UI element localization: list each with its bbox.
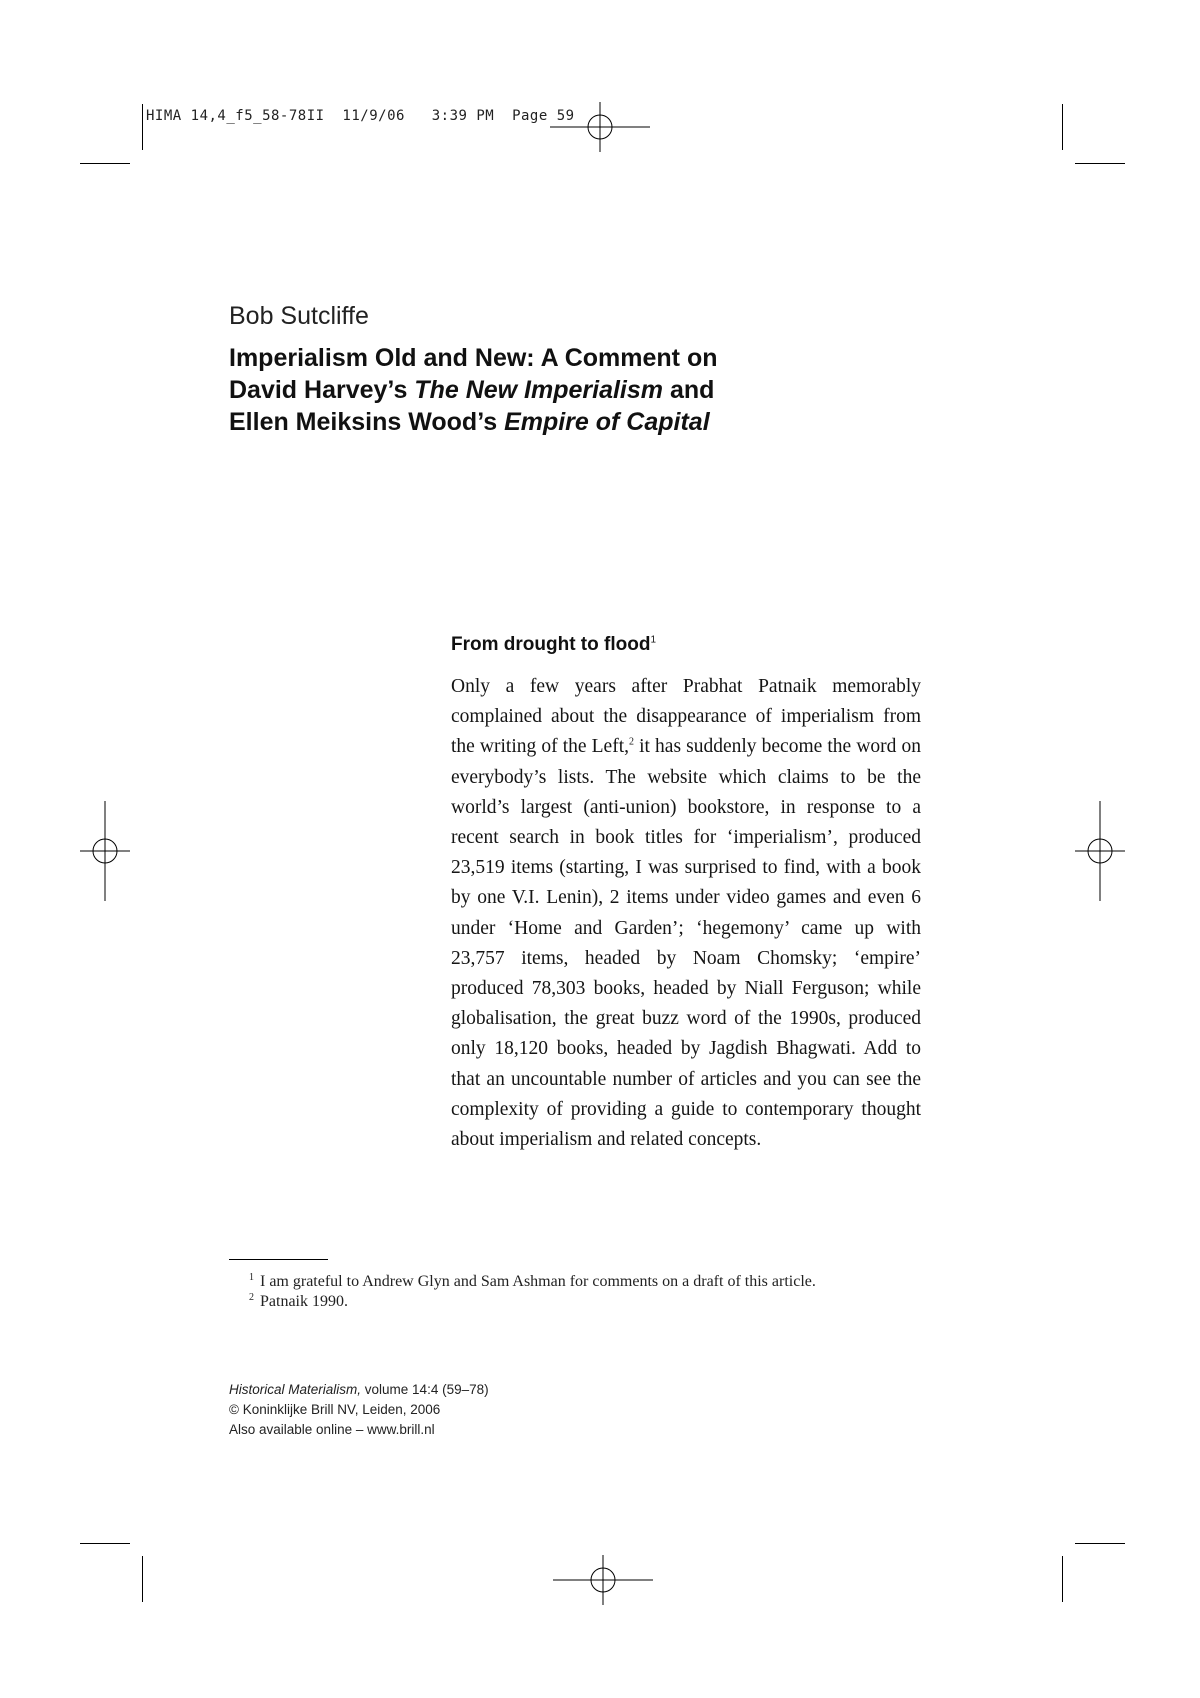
footnote-ref-2[interactable]: 2 <box>629 736 634 748</box>
footnote-2 <box>229 1292 921 1312</box>
registration-mark-left-icon <box>80 801 130 901</box>
crop-mark-bottom-right-horizontal <box>1075 1543 1125 1544</box>
journal-volume: volume 14:4 (59–78) <box>361 1382 489 1397</box>
crop-mark-bottom-right-vertical <box>1062 1556 1063 1602</box>
footnotes <box>229 1272 921 1312</box>
title-book-harvey: The New Imperialism <box>414 376 663 404</box>
body-text-part-2: it has suddenly become the word on everybody’s lists. The website which claims to be the world’s largest (anti-union) bookstore, in response to a recent search in book titles for ‘imperialism’, produced 23,519 items (starting, I was surprised to find, with a book by one V.I. Lenin), 2 items under video games and even 6 under ‘Home and Garden’; ‘hegemony’ came up with 23,757 items, headed by Noam Chomsky; ‘empire’ produced 78,303 books, headed by Niall Ferguson; while globalisation, the great buzz word of the 1990s, produced only 18,120 books, headed by Jagdish Bhagwati. Add to that an uncountable number of articles and you can see the complexity of providing a guide to contemporary thought about imperialism and related concepts. <box>451 736 921 1151</box>
footnote-1-number: 1 <box>249 1271 254 1283</box>
title-line-2-suffix: and <box>663 376 715 404</box>
body-paragraph <box>451 672 921 1155</box>
journal-citation <box>229 1380 489 1400</box>
body-text-part-1: Only a few years after Prabhat Patnaik memorably complained about the disappearance of imperialism from the writing of the Left, <box>451 676 921 758</box>
crop-mark-top-right-horizontal <box>1075 163 1125 164</box>
crop-mark-top-left-horizontal <box>80 163 130 164</box>
title-line-1: Imperialism Old and New: A Comment on <box>229 344 718 372</box>
printer-slug: HIMA 14,4_f5_58-78II 11/9/06 3:39 PM Page 59 <box>146 108 575 124</box>
journal-online[interactable]: Also available online – www.brill.nl <box>229 1422 435 1437</box>
crop-mark-top-right-vertical <box>1062 104 1063 150</box>
footnote-ref-1[interactable]: 1 <box>650 634 657 646</box>
journal-name: Historical Materialism, <box>229 1382 362 1397</box>
title-line-3 <box>229 406 929 438</box>
crop-mark-bottom-left-vertical <box>142 1556 143 1602</box>
footnote-1 <box>229 1272 921 1292</box>
section-heading-text: From drought to flood <box>451 634 651 655</box>
footnote-2-number: 2 <box>249 1291 254 1303</box>
journal-copyright: © Koninklijke Brill NV, Leiden, 2006 <box>229 1402 441 1417</box>
title-line-2 <box>229 374 929 406</box>
title-line-3-prefix: Ellen Meiksins Wood’s <box>229 408 505 436</box>
registration-mark-right-icon <box>1075 801 1125 901</box>
registration-mark-bottom-icon <box>553 1555 653 1605</box>
title-line-2-prefix: David Harvey’s <box>229 376 415 404</box>
crop-mark-top-left-vertical <box>142 104 143 150</box>
section-heading <box>451 634 656 656</box>
registration-mark-top-icon <box>550 102 650 152</box>
article-title <box>229 342 929 438</box>
crop-mark-bottom-left-horizontal <box>80 1543 130 1544</box>
title-book-wood: Empire of Capital <box>504 408 710 436</box>
footnote-rule <box>229 1259 328 1260</box>
journal-info <box>229 1380 489 1440</box>
footnote-1-text: I am grateful to Andrew Glyn and Sam Ashman for comments on a draft of this article. <box>260 1273 816 1290</box>
article-author: Bob Sutcliffe <box>229 302 369 330</box>
footnote-2-text: Patnaik 1990. <box>260 1293 348 1310</box>
